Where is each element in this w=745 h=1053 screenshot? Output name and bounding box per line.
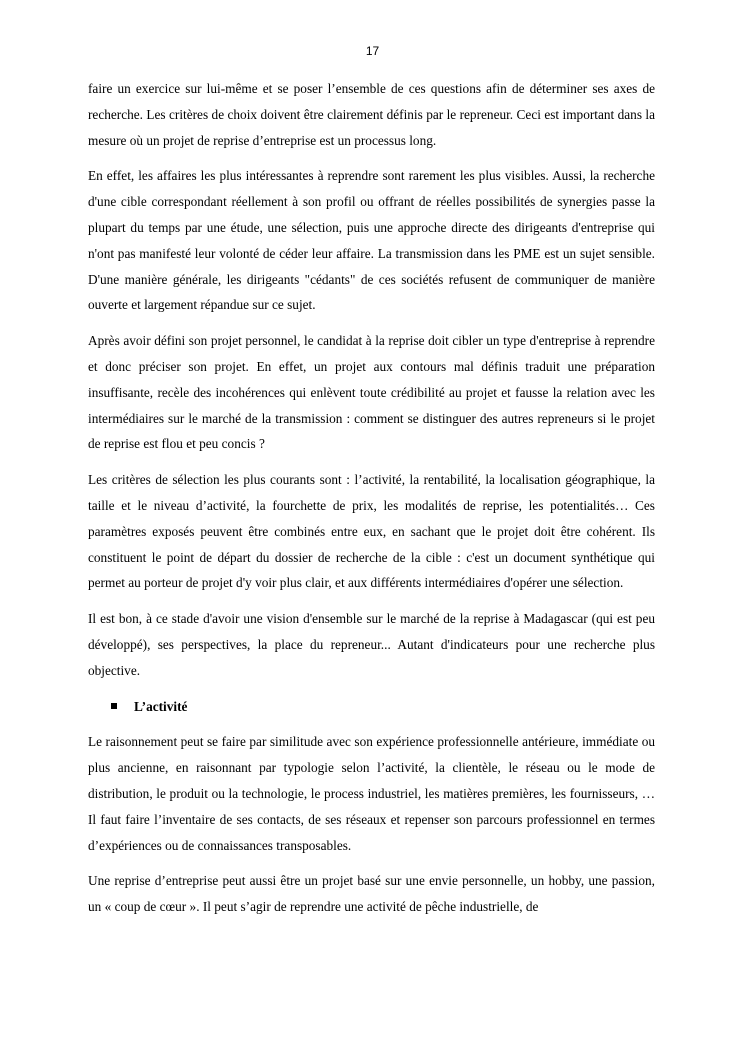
paragraph: Il est bon, à ce stade d'avoir une vision d'ensemble sur le marché de la reprise à Madagascar (qui est peu développé), ses perspectives, la place du repreneur... Autant d'indicateurs pour une recherche plus objective. (88, 611, 655, 678)
paragraph: Une reprise d’entreprise peut aussi être un projet basé sur une envie personnelle, un hobby, une passion, un « coup de cœur ». Il peut s’agir de reprendre une activité de pêche industrielle, de (88, 873, 655, 915)
paragraph: En effet, les affaires les plus intéressantes à reprendre sont rarement les plus visibles. Aussi, la recherche d'une cible correspondant réellement à son profil ou offrant de réelles possibilités de synergies passe la plupart du temps par une étude, une sélection, puis une approche directe des dirigeants d'entreprise qui n'ont pas manifesté leur volonté de céder leur affaire. La transmission dans les PME est un sujet sensible. D'une manière générale, les dirigeants "cédants" de ces sociétés refusent de communiquer de manière ouverte et largement répandue sur ce sujet. (88, 168, 655, 313)
square-bullet-icon (111, 703, 117, 709)
paragraph: Le raisonnement peut se faire par similitude avec son expérience professionnelle antérieure, immédiate ou plus ancienne, en raisonnant par typologie selon l’activité, la clientèle, le réseau ou le mode de distribution, le produit ou la technologie, le process industriel, les matières premières, les fournisseurs, …Il faut faire l’inventaire de ses contacts, de ses réseaux et repenser son parcours professionnel en termes d’expériences ou de connaissances transposables. (88, 734, 655, 853)
paragraph: faire un exercice sur lui-même et se poser l’ensemble de ces questions afin de déterminer ses axes de recherche. Les critères de choix doivent être clairement définis par le repreneur. Ceci est important dans la mesure où un projet de reprise d’entreprise est un processus long. (88, 81, 655, 148)
page-number: 17 (365, 44, 380, 58)
bullet-heading-item (88, 694, 655, 720)
paragraph: Après avoir défini son projet personnel, le candidat à la reprise doit cibler un type d'entreprise à reprendre et donc préciser son projet. En effet, un projet aux contours mal définis traduit une préparation insuffisante, recèle des incohérences qui enlèvent toute crédibilité au projet et fausse la relation avec les intermédiaires sur le marché de la transmission : comment se distinguer des autres repreneurs si le projet de reprise est flou et peu concis ? (88, 333, 655, 452)
bullet-heading-text: L’activité (134, 698, 188, 714)
document-body (88, 76, 655, 930)
paragraph: Les critères de sélection les plus courants sont : l’activité, la rentabilité, la localisation géographique, la taille et le niveau d’activité, la fourchette de prix, les modalités de reprise, les potentialités… Ces paramètres exposés peuvent être combinés entre eux, en sachant que le projet doit être cohérent. Ils constituent le point de départ du dossier de recherche de la cible : c'est un document synthétique qui permet au porteur de projet d'y voir plus clair, et aux différents intermédiaires d'opérer une sélection. (88, 472, 655, 591)
